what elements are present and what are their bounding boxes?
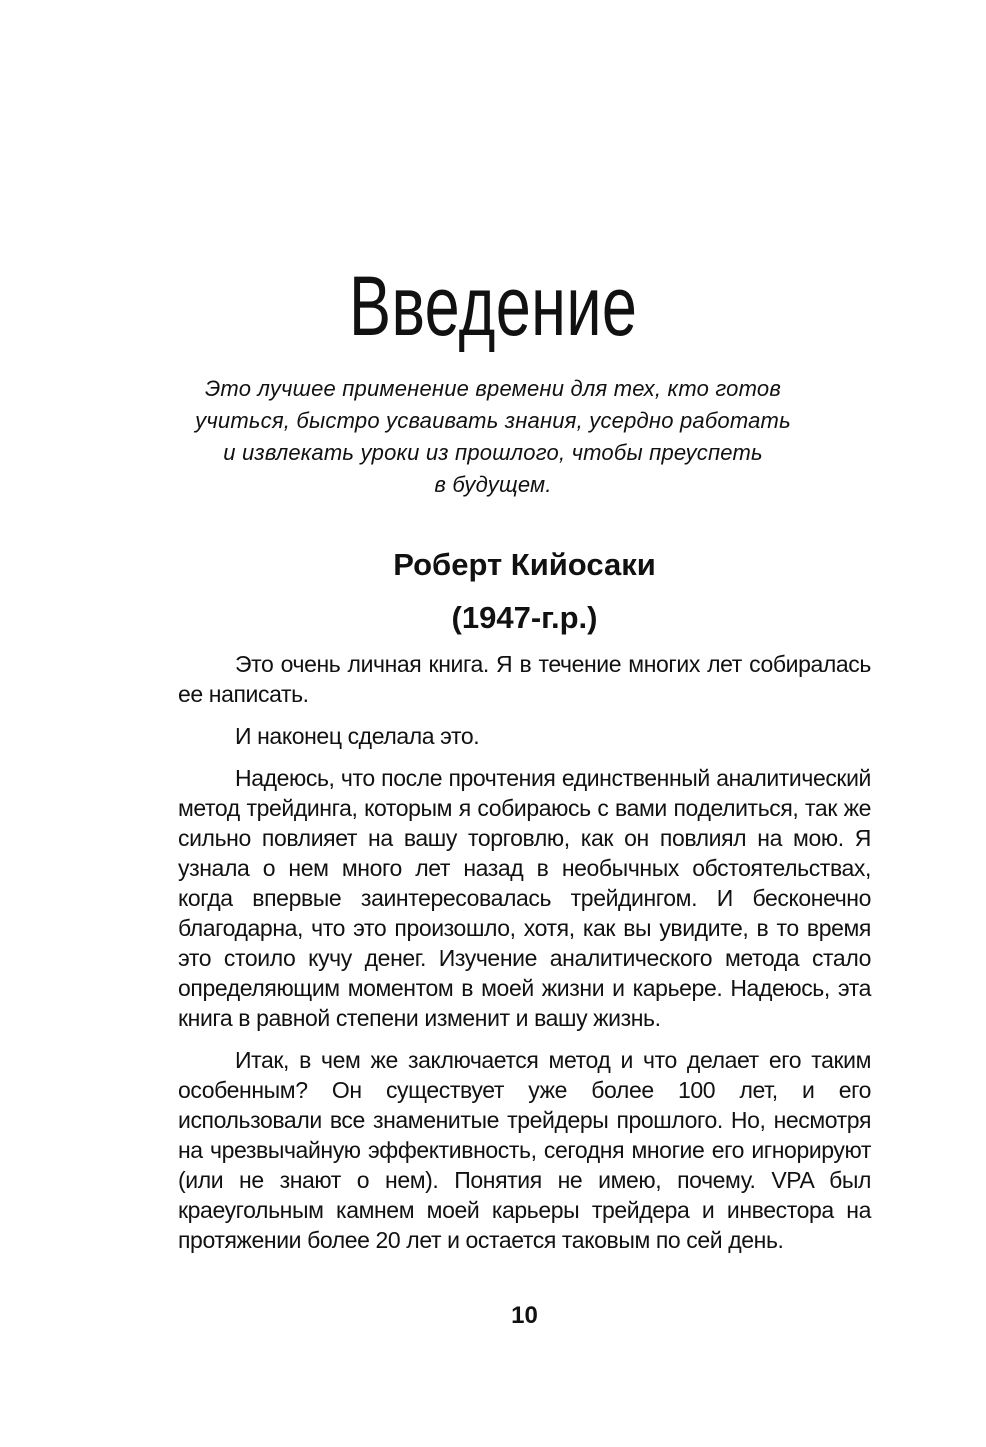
page-number: 10: [511, 1302, 538, 1329]
body-text: [178, 649, 871, 1255]
body-paragraph-1: Это очень личная книга. Я в течение многих лет собиралась ее написать.: [178, 651, 871, 707]
attribution-name: Роберт Кийосаки: [393, 547, 656, 582]
epigraph-attribution: [178, 538, 871, 644]
body-paragraph-4: Итак, в чем же заключается метод и что делает его таким особенным? Он существует уже более 100 лет, и его использовали все знаменитые трейдеры прошлого. Но, несмотря на чрезвычайную эффективность, сегодня многие его игнорируют (или не знают о нем). Понятия не имею, почему. VPA был краеугольным камнем моей карьеры трейдера и инвестора на протяжении более 20 лет и остается таковым по сей день.: [178, 1047, 871, 1253]
epigraph: [0, 373, 986, 501]
epigraph-line-1: Это лучшее применение времени для тех, кто готов: [204, 376, 782, 401]
epigraph-line-2: учиться, быстро усваивать знания, усердно работать: [195, 408, 791, 433]
body-paragraph-3: Надеюсь, что после прочтения единственный аналитический метод трейдинга, которым я собираюсь с вами поделиться, так же сильно повлияет на вашу торговлю, как он повлиял на мою. Я узнала о нем много лет назад в необычных обстоятельствах, когда впервые заинтересовалась трейдингом. И бесконечно благодарна, что это произошло, хотя, как вы увидите, в то время это стоило кучу денег. Изучение аналитического метода стало определяющим моментом в моей жизни и карьере. Надеюсь, эта книга в равной степени изменит и вашу жизнь.: [178, 765, 871, 1031]
chapter-title: [0, 259, 986, 353]
chapter-title-text: Введение: [348, 259, 638, 353]
epigraph-line-4: в будущем.: [434, 472, 552, 497]
body-paragraph-2: И наконец сделала это.: [235, 723, 480, 749]
epigraph-line-3: и извлекать уроки из прошлого, чтобы преуспеть: [223, 440, 763, 465]
attribution-years: (1947-г.р.): [451, 600, 598, 635]
